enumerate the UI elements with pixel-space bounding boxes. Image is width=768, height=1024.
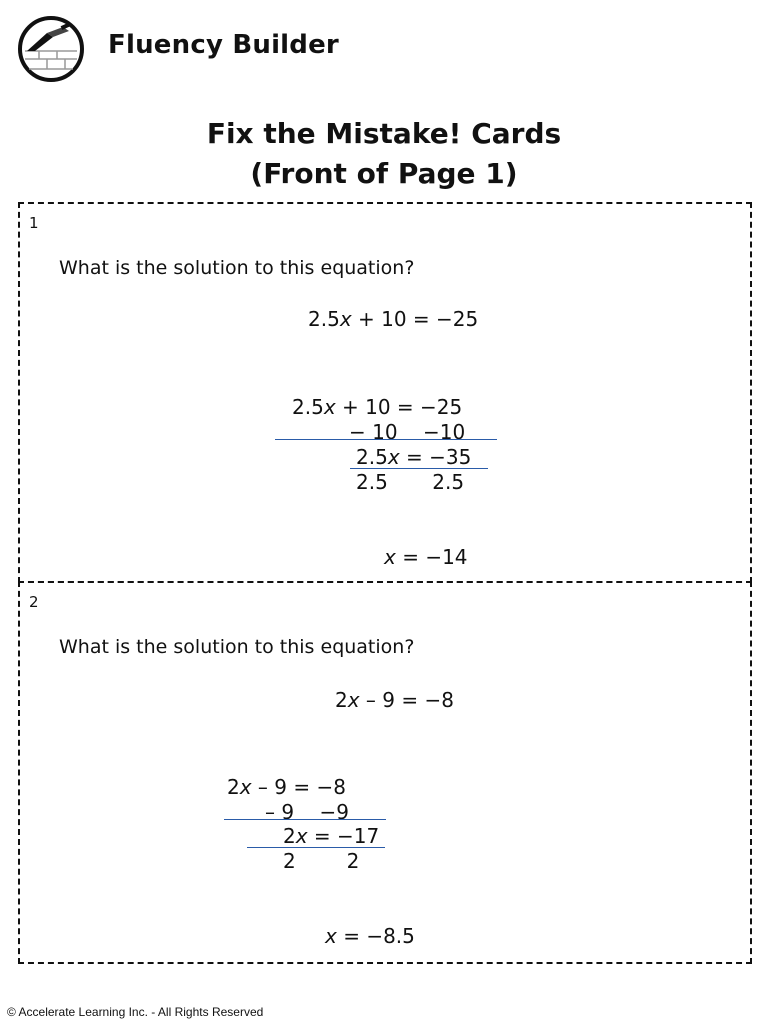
page-subtitle: (Front of Page 1) bbox=[250, 157, 518, 190]
work-line-1: 2.5x + 10 = −25 bbox=[292, 395, 463, 419]
copyright-footer: © Accelerate Learning Inc. - All Rights Reserved bbox=[7, 1005, 264, 1019]
card-question: What is the solution to this equation? bbox=[59, 636, 415, 658]
work-line-1: 2x – 9 = −8 bbox=[227, 775, 346, 799]
card-number: 2 bbox=[29, 593, 39, 611]
page-title: Fix the Mistake! Cards bbox=[206, 117, 562, 150]
card-question: What is the solution to this equation? bbox=[59, 257, 415, 279]
work-line-3: 2x = −17 bbox=[283, 824, 380, 848]
mistake-card-2 bbox=[18, 581, 752, 964]
card-answer: x = −8.5 bbox=[325, 924, 415, 948]
mistake-card-1 bbox=[18, 202, 752, 583]
card-answer: x = −14 bbox=[384, 545, 468, 569]
card-equation: 2x – 9 = −8 bbox=[335, 688, 454, 712]
division-bar bbox=[247, 847, 385, 848]
work-line-4: 2.5 2.5 bbox=[356, 470, 465, 494]
work-line-2: − 10 −10 bbox=[349, 420, 466, 444]
brand-name: Fluency Builder bbox=[108, 30, 339, 60]
card-number: 1 bbox=[29, 214, 39, 232]
work-line-4: 2 2 bbox=[283, 849, 360, 873]
work-line-2: – 9 −9 bbox=[265, 800, 349, 824]
trowel-and-brick-icon bbox=[17, 15, 85, 83]
card-equation: 2.5x + 10 = −25 bbox=[308, 307, 479, 331]
work-underline bbox=[224, 819, 386, 820]
division-bar bbox=[350, 468, 488, 469]
work-line-3: 2.5x = −35 bbox=[356, 445, 472, 469]
work-underline bbox=[275, 439, 497, 440]
